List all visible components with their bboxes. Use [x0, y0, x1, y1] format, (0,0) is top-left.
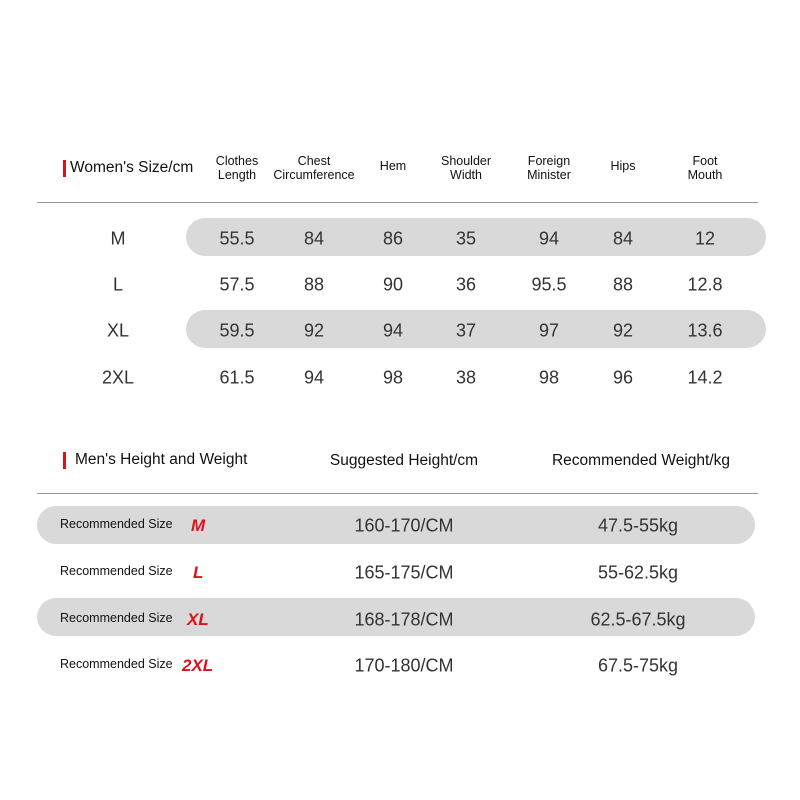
women-column-header: Clothes Length	[215, 154, 259, 182]
women-table-cell: 12.8	[687, 274, 723, 295]
women-table-cell: 88	[303, 274, 325, 295]
women-table-cell: 37	[455, 320, 477, 341]
women-size-label: M	[110, 228, 126, 249]
women-table-cell: 55.5	[219, 228, 255, 249]
recommended-size-label: Recommended Size	[60, 564, 173, 578]
recommended-size-label: Recommended Size	[60, 517, 173, 531]
women-table-cell: 61.5	[219, 367, 255, 388]
women-table-cell: 84	[612, 228, 634, 249]
women-table-cell: 92	[612, 320, 634, 341]
women-header-divider	[37, 202, 758, 203]
women-column-header: Foreign Minister	[527, 154, 571, 182]
women-table-cell: 92	[303, 320, 325, 341]
women-table-cell: 88	[612, 274, 634, 295]
recommended-size-value: M	[191, 516, 206, 535]
women-table-cell: 59.5	[219, 320, 255, 341]
men-section-title: Men's Height and Weight	[75, 451, 248, 468]
women-table-cell: 86	[382, 228, 404, 249]
women-table-cell: 12	[694, 228, 716, 249]
women-table-cell: 13.6	[687, 320, 723, 341]
women-table-cell: 94	[382, 320, 404, 341]
women-column-header: Hem	[379, 159, 407, 173]
women-column-header: Hips	[610, 159, 636, 173]
suggested-height-value: 168-178/CM	[354, 609, 454, 630]
women-table-cell: 96	[612, 367, 634, 388]
women-size-label: L	[112, 274, 124, 295]
women-table-cell: 38	[455, 367, 477, 388]
women-column-header: Foot Mouth	[687, 154, 723, 182]
women-section-title: Women's Size/cm	[70, 159, 194, 176]
recommended-weight-value: 47.5-55kg	[597, 515, 679, 536]
suggested-height-header: Suggested Height/cm	[329, 452, 479, 469]
women-size-label: XL	[106, 320, 130, 341]
recommended-weight-value: 67.5-75kg	[597, 655, 679, 676]
women-table-cell: 97	[538, 320, 560, 341]
women-column-header: Chest Circumference	[273, 154, 355, 182]
women-table-cell: 35	[455, 228, 477, 249]
recommended-weight-header: Recommended Weight/kg	[551, 452, 731, 469]
women-table-cell: 94	[303, 367, 325, 388]
women-table-cell: 36	[455, 274, 477, 295]
women-table-cell: 90	[382, 274, 404, 295]
men-section-marker	[63, 452, 66, 469]
recommended-weight-value: 55-62.5kg	[597, 562, 679, 583]
suggested-height-value: 160-170/CM	[354, 515, 454, 536]
suggested-height-value: 170-180/CM	[354, 655, 454, 676]
women-table-cell: 57.5	[219, 274, 255, 295]
women-table-cell: 84	[303, 228, 325, 249]
women-table-cell: 98	[382, 367, 404, 388]
women-size-label: 2XL	[101, 367, 135, 388]
suggested-height-value: 165-175/CM	[354, 562, 454, 583]
women-table-cell: 98	[538, 367, 560, 388]
recommended-size-value: L	[193, 563, 204, 582]
women-section-marker	[63, 160, 66, 177]
women-table-cell: 95.5	[531, 274, 567, 295]
recommended-size-label: Recommended Size	[60, 657, 173, 671]
recommended-size-value: XL	[187, 610, 209, 629]
recommended-weight-value: 62.5-67.5kg	[590, 609, 686, 630]
women-table-cell: 14.2	[687, 367, 723, 388]
women-column-header: Shoulder Width	[440, 154, 492, 182]
women-table-cell: 94	[538, 228, 560, 249]
recommended-size-label: Recommended Size	[60, 611, 173, 625]
men-header-divider	[37, 493, 758, 494]
recommended-size-value: 2XL	[182, 656, 214, 675]
